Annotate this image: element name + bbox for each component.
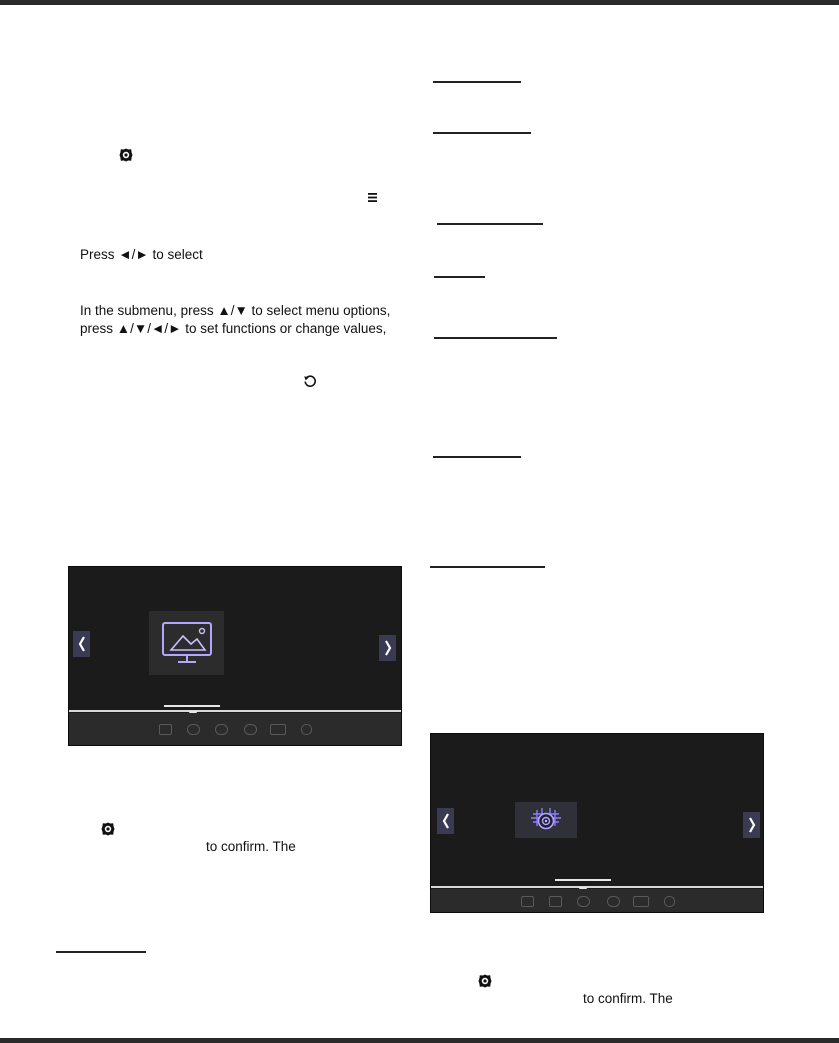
menu-bar-line bbox=[431, 886, 763, 888]
menu-bar-line bbox=[69, 710, 401, 712]
sound-tile bbox=[515, 802, 577, 838]
submenu-instruction-line-2: press ▲/▼/◄/► to set functions or change values, bbox=[80, 321, 387, 336]
back-icon bbox=[303, 374, 317, 388]
strip-icon-2 bbox=[549, 896, 562, 907]
strip-icon-1 bbox=[159, 724, 172, 735]
gear-icon bbox=[478, 974, 492, 988]
picture-menu-screenshot bbox=[68, 566, 402, 746]
submenu-instruction-line-1: In the submenu, press ▲/▼ to select menu options, bbox=[80, 303, 391, 318]
gear-icon bbox=[101, 822, 115, 836]
strip-icon-1 bbox=[521, 896, 534, 907]
bottom-rule bbox=[0, 1038, 839, 1043]
strip-icon-3 bbox=[577, 896, 590, 907]
left-confirm-text: to confirm. The bbox=[206, 839, 296, 854]
strip-icon-2 bbox=[187, 724, 200, 735]
chevron-left-icon bbox=[73, 631, 90, 657]
active-tab-marker bbox=[555, 879, 611, 881]
strip-icon-5 bbox=[633, 896, 649, 907]
chevron-left-icon bbox=[437, 808, 454, 834]
strip-icon-4 bbox=[607, 896, 620, 907]
menu-icon-strip bbox=[69, 713, 401, 745]
press-select-text: Press ◄/► to select bbox=[80, 247, 203, 262]
heading-underline bbox=[433, 81, 521, 83]
strip-icon-6 bbox=[301, 724, 312, 735]
active-tab-marker bbox=[164, 705, 220, 707]
picture-icon bbox=[149, 611, 224, 675]
heading-underline bbox=[434, 276, 485, 278]
heading-underline bbox=[437, 223, 543, 225]
strip-icon-5 bbox=[270, 724, 286, 735]
heading-underline bbox=[433, 132, 531, 134]
strip-icon-6 bbox=[664, 896, 675, 907]
heading-underline bbox=[433, 456, 521, 458]
heading-underline bbox=[56, 951, 146, 953]
menu-icon bbox=[368, 192, 377, 203]
heading-underline bbox=[430, 566, 545, 568]
sound-menu-screenshot bbox=[430, 733, 764, 913]
picture-tile bbox=[149, 611, 224, 675]
sound-icon bbox=[515, 802, 577, 838]
top-rule bbox=[0, 0, 839, 5]
gear-icon bbox=[119, 148, 133, 162]
heading-underline bbox=[434, 337, 557, 339]
strip-icon-4 bbox=[244, 724, 257, 735]
strip-icon-3 bbox=[215, 724, 228, 735]
menu-icon-strip bbox=[431, 889, 763, 912]
chevron-right-icon bbox=[379, 635, 396, 661]
right-confirm-text: to confirm. The bbox=[583, 991, 673, 1006]
chevron-right-icon bbox=[743, 812, 760, 838]
